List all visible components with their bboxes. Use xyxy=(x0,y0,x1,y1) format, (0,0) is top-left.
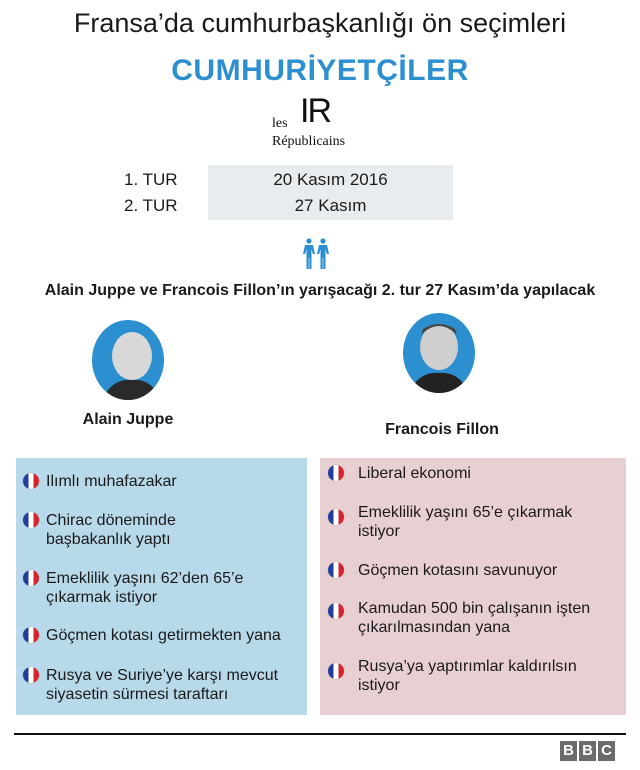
round-date: 27 Kasım xyxy=(294,196,367,215)
les-republicains-logo xyxy=(272,92,372,152)
page-title: Fransa’da cumhurbaşkanlığı ön seçimleri xyxy=(73,8,567,38)
list-item: Ilımlı muhafazakar xyxy=(46,473,177,490)
french-flag-icon xyxy=(328,562,344,578)
round-label: 2. TUR xyxy=(124,196,178,215)
juppe-portrait xyxy=(92,320,164,400)
party-name: CUMHURİYETÇİLER xyxy=(171,54,469,87)
list-item: Chirac döneminde başbakanlık yaptı xyxy=(46,512,176,548)
logo-mark: IR xyxy=(300,92,330,130)
round-date: 20 Kasım 2016 xyxy=(273,170,388,189)
french-flag-icon xyxy=(328,465,344,481)
logo-republicains: Républicains xyxy=(272,134,346,149)
candidate-name: Francois Fillon xyxy=(385,421,499,438)
bbc-logo xyxy=(560,741,615,761)
list-item: Emeklilik yaşını 62’den 65’e çıkarmak istiyor xyxy=(46,570,244,606)
round-label: 1. TUR xyxy=(124,170,178,189)
footer-divider xyxy=(14,733,626,735)
juppe-positions-panel xyxy=(16,458,307,715)
round-row xyxy=(120,196,455,222)
fillon-portrait xyxy=(403,313,475,393)
bbc-logo-letter: B xyxy=(579,741,596,761)
headline: Alain Juppe ve Francois Fillon’ın yarışacağı 2. tur 27 Kasım’da yapılacak xyxy=(44,282,596,299)
list-item: Göçmen kotasını savunuyor xyxy=(358,562,558,579)
fillon-positions-panel xyxy=(320,458,626,715)
french-flag-icon xyxy=(23,667,39,683)
list-item: Emeklilik yaşını 65’e çıkarmak istiyor xyxy=(358,504,573,540)
candidate-name: Alain Juppe xyxy=(82,411,174,428)
french-flag-icon xyxy=(23,570,39,586)
round-row xyxy=(120,170,455,196)
round-dates-table xyxy=(120,165,455,220)
french-flag-icon xyxy=(23,627,39,643)
list-item: Liberal ekonomi xyxy=(358,465,471,482)
bbc-logo-letter: B xyxy=(560,741,577,761)
two-people-icon xyxy=(300,238,332,270)
french-flag-icon xyxy=(23,512,39,528)
french-flag-icon xyxy=(328,663,344,679)
logo-les: les xyxy=(272,116,288,131)
list-item: Rusya’ya yaptırımlar kaldırılsın istiyor xyxy=(358,658,577,694)
list-item: Rusya ve Suriye’ye karşı mevcut siyasetin sürmesi taraftarı xyxy=(46,667,279,703)
list-item: Göçmen kotası getirmekten yana xyxy=(46,627,281,644)
french-flag-icon xyxy=(328,509,344,525)
french-flag-icon xyxy=(328,603,344,619)
list-item: Kamudan 500 bin çalışanın işten çıkarılmasından yana xyxy=(358,600,591,636)
french-flag-icon xyxy=(23,473,39,489)
bbc-logo-letter: C xyxy=(598,741,615,761)
